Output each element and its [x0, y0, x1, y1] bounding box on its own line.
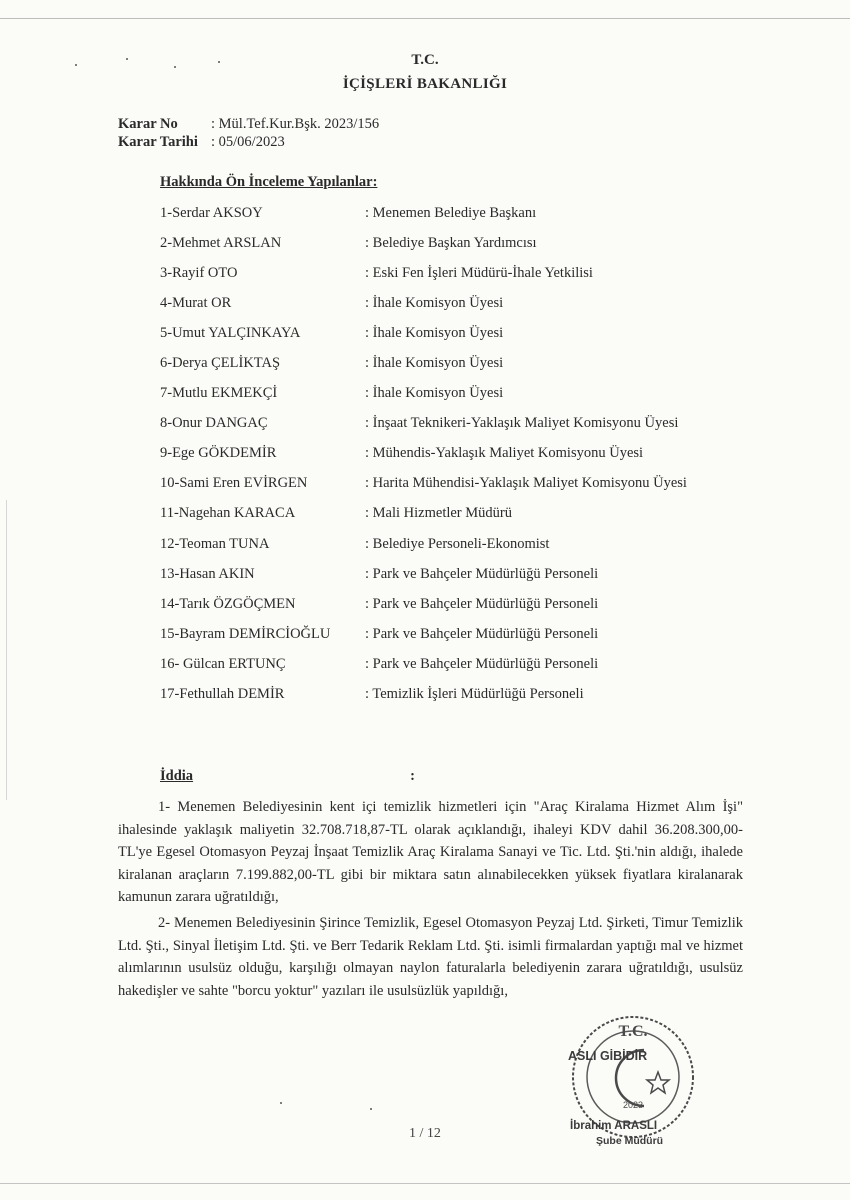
person-row	[160, 228, 800, 258]
person-role: : Menemen Belediye Başkanı	[365, 204, 537, 221]
claims-title	[160, 768, 415, 785]
decision-number	[118, 116, 379, 133]
svg-text:2023: 2023	[622, 1100, 644, 1110]
claims-title-colon: :	[410, 768, 415, 784]
person-role: : Park ve Bahçeler Müdürlüğü Personeli	[365, 655, 599, 672]
section-title: Hakkında Ön İnceleme Yapılanlar:	[160, 174, 378, 190]
person-row	[160, 379, 800, 409]
person-row	[160, 439, 800, 469]
person-name: 1-Serdar AKSOY	[160, 204, 263, 221]
person-row	[160, 469, 800, 499]
person-row	[160, 499, 800, 529]
person-name: 9-Ege GÖKDEMİR	[160, 445, 277, 462]
claim-paragraph-2	[118, 912, 743, 1002]
stamp-signatory-name: İbrahim ARASLI	[570, 1120, 658, 1132]
person-row	[160, 649, 800, 679]
scan-edge-top	[0, 18, 850, 19]
person-role: : Mali Hizmetler Müdürü	[365, 505, 512, 522]
person-role: : Belediye Başkan Yardımcısı	[365, 234, 537, 251]
decision-date-value: : 05/06/2023	[211, 134, 285, 150]
svg-text:T.C.: T.C.	[618, 1023, 648, 1040]
person-row	[160, 529, 800, 559]
scan-edge-left	[6, 500, 7, 800]
person-role: : Park ve Bahçeler Müdürlüğü Personeli	[365, 595, 599, 612]
header-tc: T.C.	[411, 52, 439, 68]
person-name: 10-Sami Eren EVİRGEN	[160, 475, 308, 492]
person-role: : Harita Mühendisi-Yaklaşık Maliyet Komisyonu Üyesi	[365, 475, 687, 492]
person-role: : Park ve Bahçeler Müdürlüğü Personeli	[365, 565, 599, 582]
claim-paragraph-1	[118, 796, 743, 909]
person-name: 14-Tarık ÖZGÖÇMEN	[160, 595, 296, 612]
person-name: 4-Murat OR	[160, 294, 232, 311]
person-name: 2-Mehmet ARSLAN	[160, 234, 282, 251]
person-name: 7-Mutlu EKMEKÇİ	[160, 385, 278, 402]
person-role: : Park ve Bahçeler Müdürlüğü Personeli	[365, 625, 599, 642]
person-row	[160, 288, 800, 318]
person-row	[160, 198, 800, 228]
stamp-signatory-title: Şube Müdürü	[596, 1135, 664, 1147]
person-role: : İhale Komisyon Üyesi	[365, 324, 504, 341]
page-number: 1 / 12	[409, 1126, 441, 1141]
claim-1-text: 1- Menemen Belediyesinin kent içi temizlik hizmetleri için "Araç Kiralama Hizmet Alım İşi" ihalesinde yaklaşık maliyetin 32.708.718,87-TL olarak açıklandığı, ihaleyi KDV dahil 36.208.300,00-TL'ye Egesel Otomasyon Peyzaj İnşaat Temizlik Araç Kiralama Sanayi ve Tic. Ltd. Şti.'nin aldığı, ihalede kiralanan araçların 7.199.882,00-TL gibi bir miktara satın alınabilecekken yüksek fiyatlara kiralanarak kamunun zarara uğratıldığı,	[118, 799, 743, 905]
person-role: : Temizlik İşleri Müdürlüğü Personeli	[365, 686, 584, 703]
person-name: 13-Hasan AKIN	[160, 565, 255, 582]
decision-date	[118, 134, 285, 151]
claim-2-text: 2- Menemen Belediyesinin Şirince Temizlik, Egesel Otomasyon Peyzaj Ltd. Şirketi, Timur Temizlik Ltd. Şti., Sinyal İletişim Ltd. Şti. ve Berr Tedarik Reklam Ltd. Şti. isimli firmalardan yaptığı mal ve hizmet alımlarının usulsüz olduğu, karşılığı olmayan naylon faturalarla belediyenin zarara uğratıldığı, usulsüz hakedişler ve sahte "borcu yoktur" yazıları ile usulsüzlük yapıldığı,	[118, 915, 743, 999]
person-name: 12-Teoman TUNA	[160, 535, 270, 552]
person-name: 16- Gülcan ERTUNÇ	[160, 655, 286, 672]
scan-speck	[370, 1108, 372, 1110]
stamp-certified-copy: ASLI GİBİDİR	[568, 1049, 648, 1063]
person-row	[160, 409, 800, 439]
decision-date-label: Karar Tarihi	[118, 134, 198, 150]
person-name: 11-Nagehan KARACA	[160, 505, 296, 522]
scan-speck	[280, 1102, 282, 1104]
scan-edge-bottom	[0, 1183, 850, 1184]
person-row	[160, 258, 800, 288]
people-list	[160, 198, 800, 710]
decision-number-value: : Mül.Tef.Kur.Bşk. 2023/156	[211, 116, 380, 132]
person-row	[160, 680, 800, 710]
person-role: : İnşaat Teknikeri-Yaklaşık Maliyet Komisyonu Üyesi	[365, 415, 679, 432]
person-name: 3-Rayif OTO	[160, 264, 238, 281]
person-name: 17-Fethullah DEMİR	[160, 686, 285, 703]
person-name: 6-Derya ÇELİKTAŞ	[160, 355, 281, 372]
person-role: : Belediye Personeli-Ekonomist	[365, 535, 550, 552]
header-ministry: İÇİŞLERİ BAKANLIĞI	[342, 76, 508, 92]
person-name: 15-Bayram DEMİRCİOĞLU	[160, 625, 331, 642]
person-role: : İhale Komisyon Üyesi	[365, 355, 504, 372]
person-row	[160, 589, 800, 619]
person-row	[160, 559, 800, 589]
person-row	[160, 619, 800, 649]
person-name: 5-Umut YALÇINKAYA	[160, 324, 301, 341]
decision-number-label: Karar No	[118, 116, 178, 132]
claims-title-text: İddia	[160, 768, 194, 784]
person-role: : Mühendis-Yaklaşık Maliyet Komisyonu Üyesi	[365, 445, 644, 462]
person-row	[160, 318, 800, 348]
person-role: : İhale Komisyon Üyesi	[365, 385, 504, 402]
person-role: : Eski Fen İşleri Müdürü-İhale Yetkilisi	[365, 264, 593, 281]
person-role: : İhale Komisyon Üyesi	[365, 294, 504, 311]
person-row	[160, 348, 800, 378]
person-name: 8-Onur DANGAÇ	[160, 415, 268, 432]
